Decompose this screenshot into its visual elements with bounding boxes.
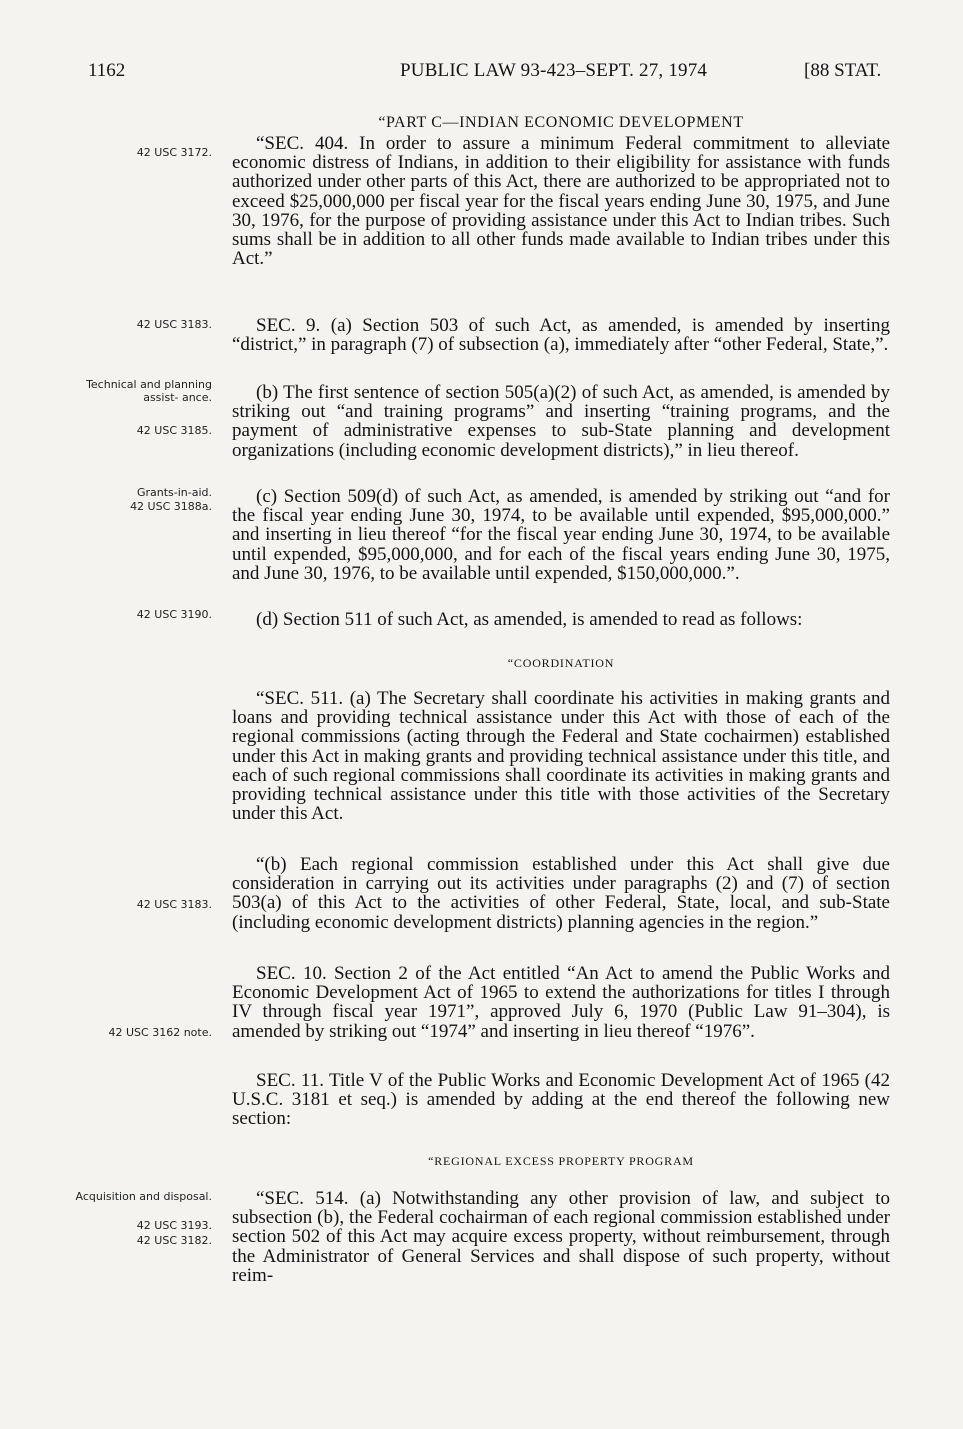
margin-note: Acquisition and disposal.	[75, 1190, 212, 1203]
margin-note: 42 USC 3193.	[136, 1219, 212, 1232]
sec-9a-paragraph: SEC. 9. (a) Section 503 of such Act, as amended, is amended by inserting “district,” in paragraph (7) of subsection (a), immediately after “other Federal, State,”.	[232, 315, 890, 356]
coordination-heading: “COORDINATION	[507, 656, 615, 670]
margin-note: 42 USC 3162 note.	[108, 1026, 212, 1039]
sec-10-paragraph: SEC. 10. Section 2 of the Act entitled “An Act to amend the Public Works and Economic Development Act of 1965 to extend the authorizations for titles I through IV through fiscal year 1971”, approved July 6, 1970 (Public Law 91–304), is amended by striking out “1974” and inserting in lieu thereof “1976”.	[232, 963, 890, 1042]
margin-note: 42 USC 3182.	[136, 1234, 212, 1247]
margin-note: 42 USC 3185.	[136, 424, 212, 437]
margin-note: 42 USC 3183.	[136, 318, 212, 331]
margin-note: 42 USC 3172.	[136, 146, 212, 159]
regional-excess-property-heading: “REGIONAL EXCESS PROPERTY PROGRAM	[428, 1154, 694, 1168]
sec-9b-paragraph: (b) The first sentence of section 505(a)(2) of such Act, as amended, is amended by striking out “and training programs” and inserting “training programs, and the payment of administrative expenses to sub-State planning and development organizations (including economic development districts),” in lieu thereof.	[232, 382, 890, 461]
running-header	[0, 60, 963, 86]
sec-9c-paragraph: (c) Section 509(d) of such Act, as amended, is amended by striking out “and for the fiscal year ending June 30, 1974, to be available until expended, $95,000,000.” and inserting in lieu thereof “for the fiscal year ending June 30, 1974, to be available until expended, $95,000,000, and for each of the fiscal years ending June 30, 1975, and June 30, 1976, to be available until expended, $150,000,000.”.	[232, 486, 890, 584]
page-number: 1162	[88, 60, 126, 81]
margin-note: 42 USC 3183.	[136, 898, 212, 911]
sec-9d-paragraph: (d) Section 511 of such Act, as amended, is amended to read as follows:	[256, 609, 803, 630]
margin-note: Grants-in-aid.	[136, 486, 212, 499]
statute-volume: [88 STAT.	[804, 60, 882, 81]
margin-note: 42 USC 3190.	[136, 608, 212, 621]
margin-note: Technical and planning assist- ance.	[86, 378, 212, 404]
sec-404-paragraph: “SEC. 404. In order to assure a minimum Federal commitment to alleviate economic distress of Indians, in addition to their eligibility for assistance with funds authorized under other parts of this Act, there are authorized to be appropriated not to exceed $25,000,000 per fiscal year for the fiscal years ending June 30, 1975, and June 30, 1976, for the purpose of providing assistance under this Act to Indian tribes. Such sums shall be in addition to all other funds made available to Indian tribes under this Act.”	[232, 133, 890, 270]
sec-514a-paragraph: “SEC. 514. (a) Notwithstanding any other provision of law, and subject to subsection (b), the Federal cochairman of each regional commission established under section 502 of this Act may acquire excess property, without reimbursement, through the Administrator of General Services and shall dispose of such property, without reim-	[232, 1188, 890, 1286]
sec-511a-paragraph: “SEC. 511. (a) The Secretary shall coordinate his activities in making grants and loans and providing technical assistance under this Act with those of each of the regional commissions (acting through the Federal and State cochairmen) established under this Act in making grants and providing technical assistance under this title, and each of such regional commissions shall coordinate its activities in making grants and providing technical assistance under this title with those activities of the Secretary under this Act.	[232, 688, 890, 825]
sec-511b-paragraph: “(b) Each regional commission established under this Act shall give due consideration in carrying out its activities under paragraphs (2) and (7) of section 503(a) of this Act to the activities of other Federal, State, local, and sub-State (including economic development districts) planning agencies in the region.”	[232, 854, 890, 933]
header-title: PUBLIC LAW 93-423–SEPT. 27, 1974	[400, 60, 708, 81]
margin-note: 42 USC 3188a.	[130, 500, 212, 513]
sec-11-paragraph: SEC. 11. Title V of the Public Works and Economic Development Act of 1965 (42 U.S.C. 3181 et seq.) is amended by adding at the end thereof the following new section:	[232, 1070, 890, 1130]
part-heading: “PART C—INDIAN ECONOMIC DEVELOPMENT	[378, 114, 744, 131]
